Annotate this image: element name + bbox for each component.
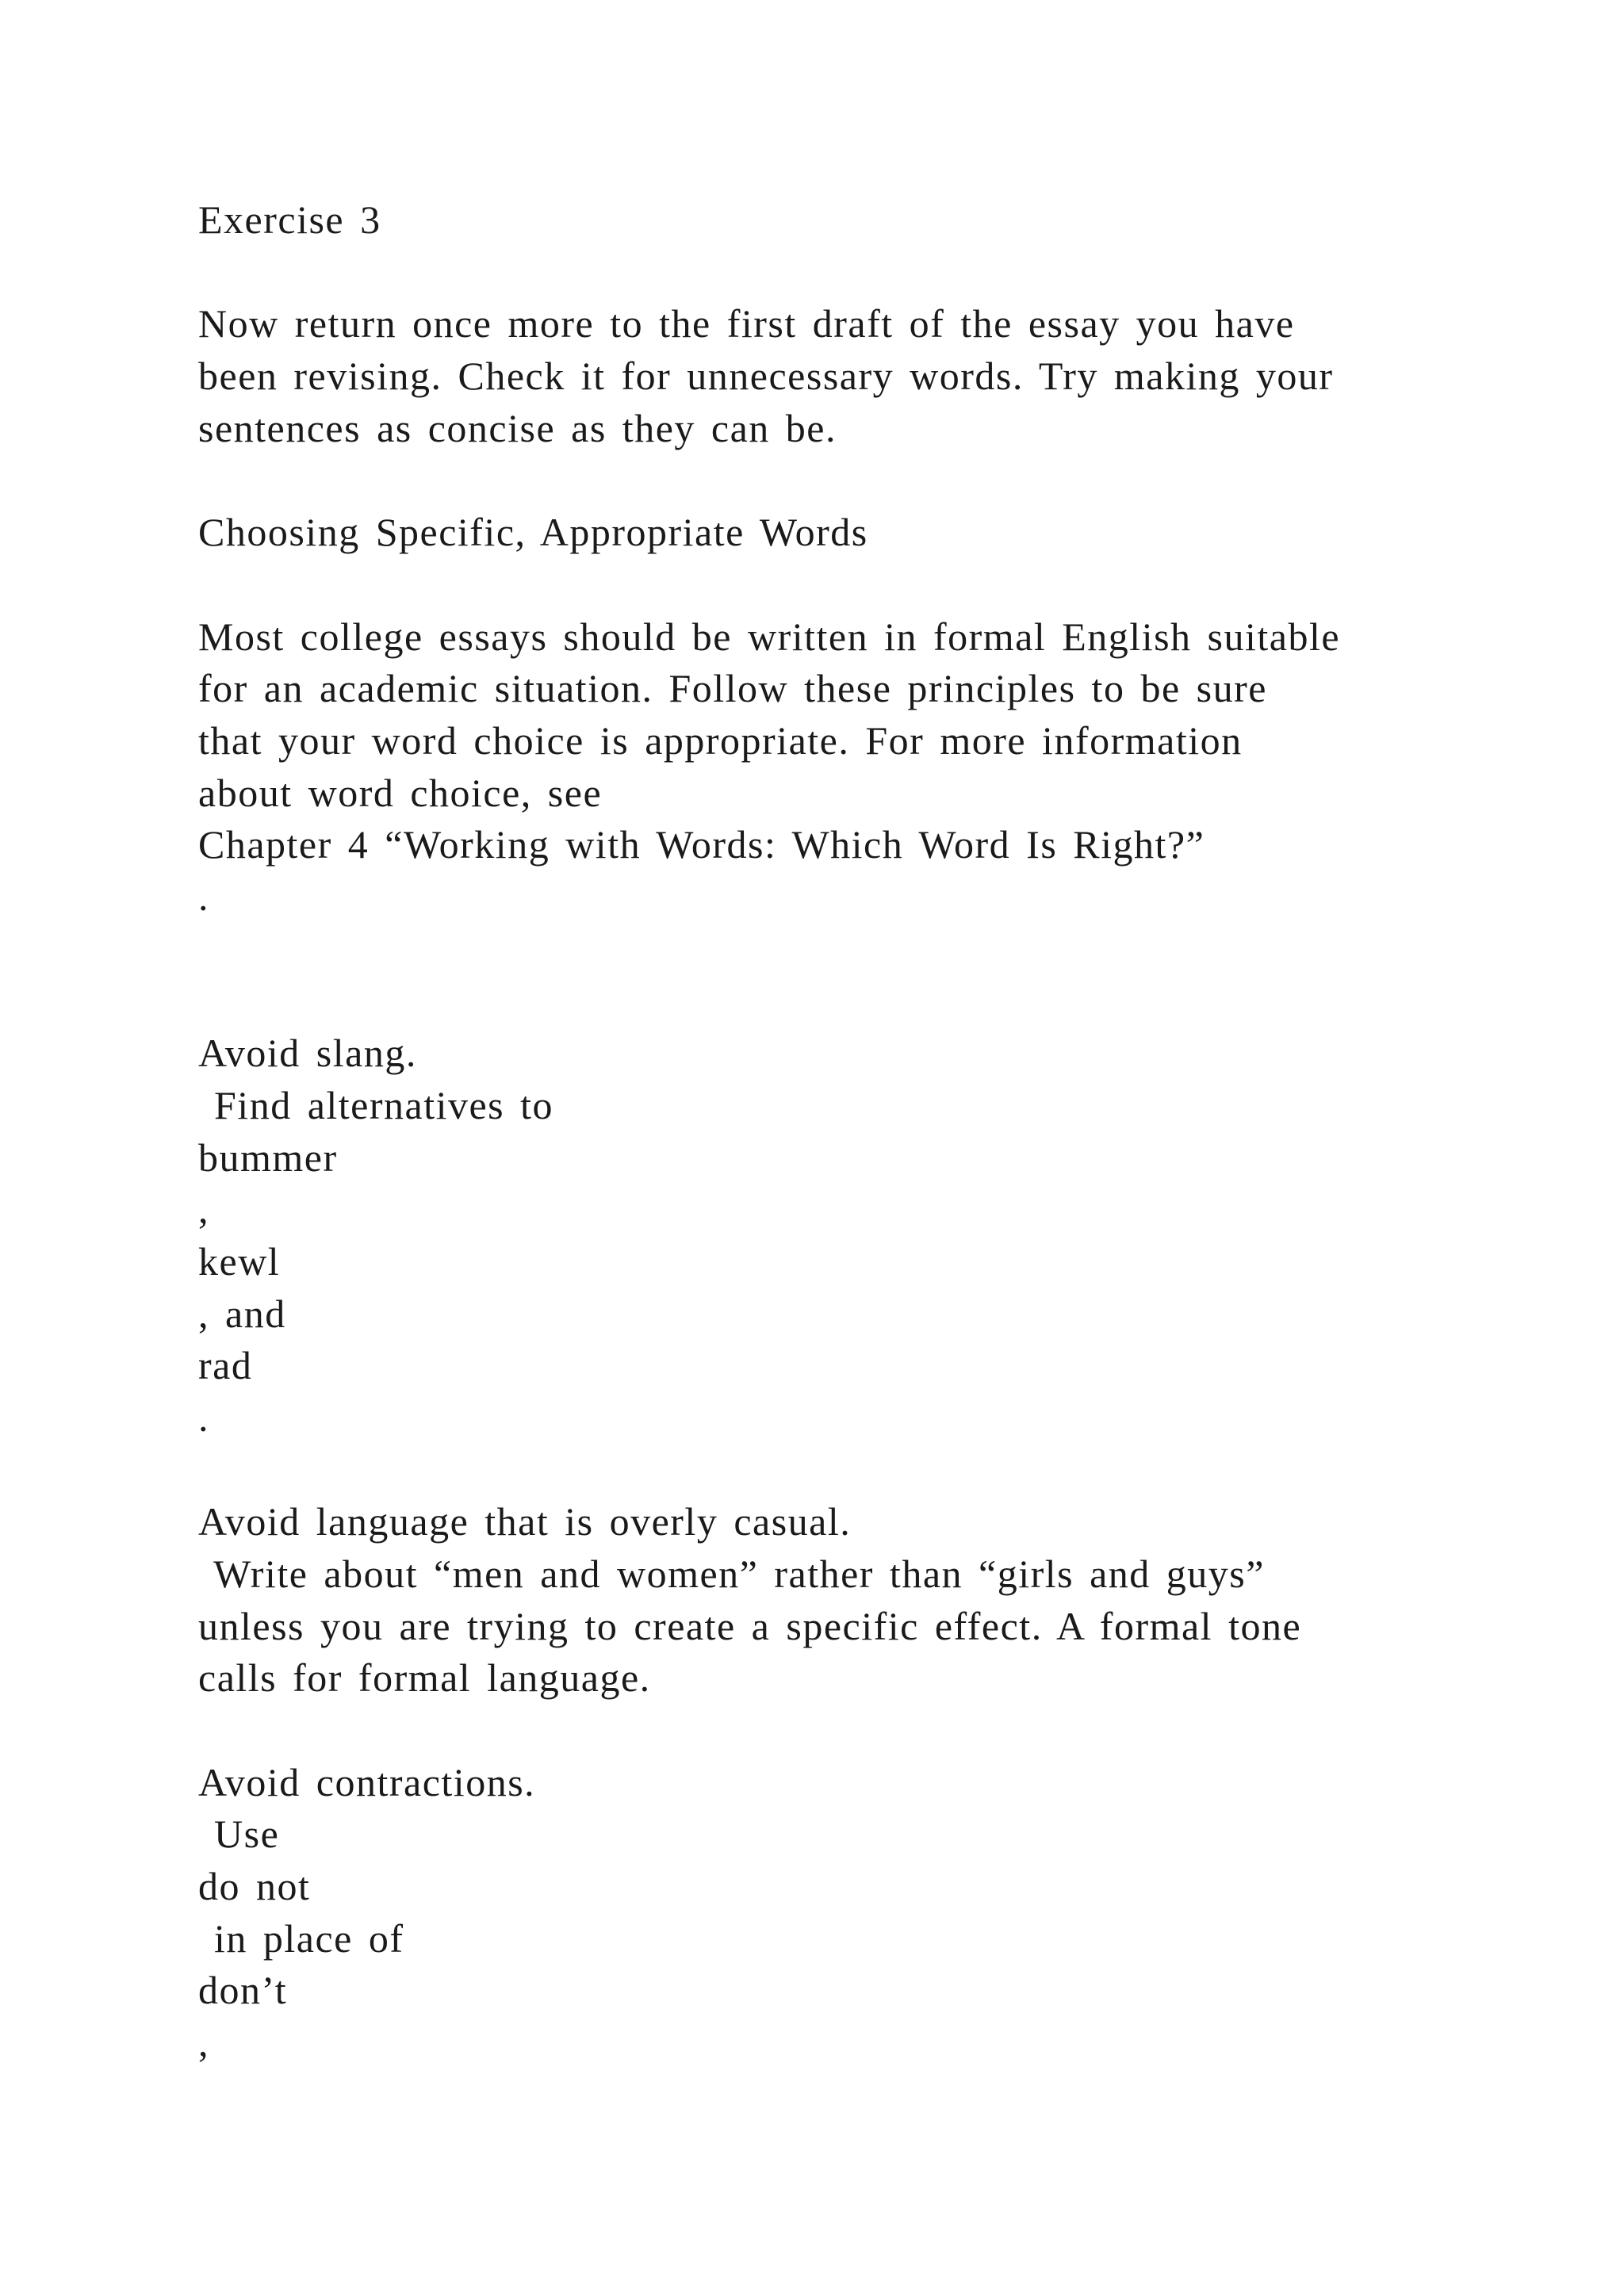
casual-title: Avoid language that is overly casual. [198, 1499, 852, 1544]
slang-comma: , [198, 1187, 209, 1231]
section-heading: Choosing Specific, Appropriate Words [198, 510, 868, 554]
slang-period: . [198, 1395, 209, 1440]
exercise-paragraph-line-1: Now return once more to the first draft of the essay you have [198, 301, 1295, 346]
contractions-use-text: Use [198, 1812, 280, 1856]
casual-line-1: Write about “men and women” rather than “girls and guys” [198, 1552, 1265, 1596]
contractions-comma: , [198, 2020, 209, 2064]
chapter-reference-link[interactable]: Chapter 4 “Working with Words: Which Word Is Right?” [198, 822, 1205, 867]
intro-paragraph-line-1: Most college essays should be written in formal English suitable [198, 614, 1341, 659]
slang-example-bummer: bummer [198, 1135, 338, 1180]
contractions-example-do-not: do not [198, 1864, 311, 1908]
exercise-paragraph-line-3: sentences as concise as they can be. [198, 406, 837, 450]
intro-paragraph-line-2: for an academic situation. Follow these principles to be sure [198, 666, 1267, 710]
exercise-paragraph-line-2: been revising. Check it for unnecessary words. Try making your [198, 354, 1334, 398]
chapter-reference-period: . [198, 874, 209, 919]
intro-paragraph-line-3: that your word choice is appropriate. For more information [198, 718, 1243, 763]
contractions-title: Avoid contractions. [198, 1760, 536, 1804]
slang-title: Avoid slang. [198, 1031, 417, 1075]
slang-and-text: , and [198, 1292, 286, 1336]
slang-example-rad: rad [198, 1343, 253, 1387]
contractions-example-dont: don’t [198, 1968, 288, 2012]
slang-text: Find alternatives to [198, 1083, 554, 1127]
casual-line-2: unless you are trying to create a specific effect. A formal tone [198, 1604, 1302, 1648]
slang-example-kewl: kewl [198, 1239, 281, 1284]
intro-paragraph-line-4: about word choice, see [198, 771, 603, 815]
casual-line-3: calls for formal language. [198, 1655, 651, 1700]
contractions-in-place-text: in place of [198, 1916, 404, 1961]
exercise-heading: Exercise 3 [198, 197, 381, 242]
